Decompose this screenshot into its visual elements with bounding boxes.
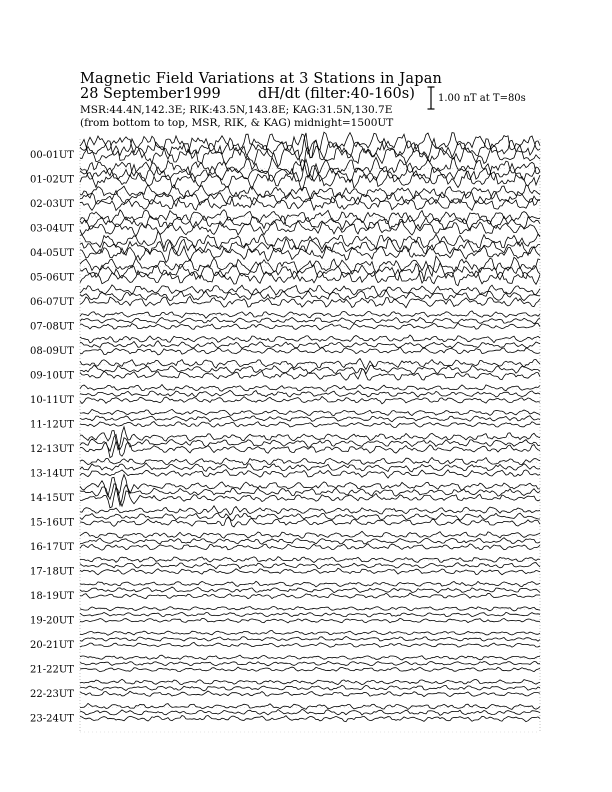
trace-rik-05-06ut — [80, 263, 540, 283]
trace-kag-15-16ut — [80, 506, 540, 515]
order-note: (from bottom to top, MSR, RIK, & KAG) — [80, 117, 291, 129]
trace-msr-19-20ut — [80, 618, 540, 623]
row-label: 07-08UT — [30, 321, 74, 333]
trace-msr-05-06ut — [80, 270, 540, 286]
row-label: 16-17UT — [30, 542, 74, 553]
trace-rik-16-17ut — [80, 538, 540, 545]
trace-kag-08-09ut — [80, 335, 540, 343]
trace-rik-03-04ut — [80, 216, 540, 231]
trace-msr-15-16ut — [80, 517, 540, 527]
trace-msr-16-17ut — [80, 544, 540, 550]
stations-label: MSR:44.4N,142.3E; RIK:43.5N,143.8E; KAG:31.5N,130.7E — [80, 104, 393, 116]
row-label: 22-23UT — [30, 689, 74, 700]
trace-kag-05-06ut — [80, 256, 540, 276]
trace-kag-11-12ut — [80, 409, 540, 415]
row-label: 00-01UT — [30, 150, 74, 161]
trace-rik-04-05ut — [80, 238, 540, 255]
row-label: 21-22UT — [30, 664, 74, 676]
trace-rik-13-14ut — [80, 463, 540, 472]
trace-msr-12-13ut — [80, 441, 540, 457]
trace-rik-07-08ut — [80, 317, 540, 323]
trace-msr-11-12ut — [80, 422, 540, 428]
trace-msr-23-24ut — [80, 715, 540, 721]
trace-rik-08-09ut — [80, 341, 540, 349]
trace-rik-22-23ut — [80, 685, 540, 691]
trace-rik-20-21ut — [80, 637, 540, 642]
trace-msr-10-11ut — [80, 397, 540, 404]
trace-kag-17-18ut — [80, 557, 540, 563]
date-label: 28 September1999 — [80, 86, 221, 102]
trace-kag-18-19ut — [80, 581, 540, 587]
row-label: 09-10UT — [30, 370, 74, 382]
row-label: 06-07UT — [30, 297, 74, 308]
row-label: 04-05UT — [30, 248, 74, 259]
trace-kag-16-17ut — [80, 531, 540, 538]
trace-rik-10-11ut — [80, 390, 540, 397]
trace-rik-21-22ut — [80, 662, 540, 666]
trace-kag-14-15ut — [80, 475, 540, 497]
row-label: 18-19UT — [30, 591, 74, 602]
row-label: 14-15UT — [30, 493, 74, 504]
row-label: 19-20UT — [30, 615, 74, 627]
trace-rik-23-24ut — [80, 709, 540, 715]
trace-msr-21-22ut — [80, 667, 540, 672]
row-label: 03-04UT — [30, 223, 74, 235]
row-label: 01-02UT — [30, 174, 74, 186]
row-label: 02-03UT — [30, 199, 74, 210]
trace-kag-13-14ut — [80, 458, 540, 465]
row-label: 08-09UT — [30, 346, 74, 357]
trace-msr-18-19ut — [80, 593, 540, 599]
trace-kag-07-08ut — [80, 311, 540, 318]
trace-kag-10-11ut — [80, 385, 540, 392]
trace-rik-19-20ut — [80, 612, 540, 617]
scale-label: 1.00 nT at T=80s — [438, 93, 526, 104]
trace-kag-02-03ut — [80, 185, 540, 199]
trace-msr-22-23ut — [80, 691, 540, 697]
trace-kag-19-20ut — [80, 607, 540, 611]
trace-rik-17-18ut — [80, 563, 540, 569]
row-label: 20-21UT — [30, 640, 74, 651]
trace-kag-22-23ut — [80, 679, 540, 684]
trace-msr-09-10ut — [80, 369, 540, 381]
trace-rik-06-07ut — [80, 290, 540, 301]
trace-msr-07-08ut — [80, 323, 540, 330]
trace-rik-11-12ut — [80, 416, 540, 422]
trace-kag-21-22ut — [80, 655, 540, 660]
row-label: 12-13UT — [30, 444, 74, 455]
row-label: 17-18UT — [30, 566, 74, 578]
row-label: 23-24UT — [30, 713, 74, 725]
trace-msr-06-07ut — [80, 296, 540, 307]
row-label: 05-06UT — [30, 272, 74, 284]
row-label: 15-16UT — [30, 517, 74, 529]
trace-msr-20-21ut — [80, 642, 540, 647]
trace-rik-18-19ut — [80, 587, 540, 593]
row-label: 11-12UT — [30, 419, 74, 431]
trace-msr-08-09ut — [80, 347, 540, 355]
trace-msr-13-14ut — [80, 470, 540, 479]
quantity-label: dH/dt (filter:40-160s) — [258, 86, 415, 102]
row-label: 10-11UT — [30, 395, 74, 406]
trace-msr-17-18ut — [80, 568, 540, 575]
trace-kag-20-21ut — [80, 630, 540, 635]
chart-title: Magnetic Field Variations at 3 Stations in Japan — [80, 71, 443, 87]
trace-kag-23-24ut — [80, 703, 540, 709]
midnight-note: midnight=1500UT — [294, 117, 394, 129]
row-label: 13-14UT — [30, 468, 74, 480]
